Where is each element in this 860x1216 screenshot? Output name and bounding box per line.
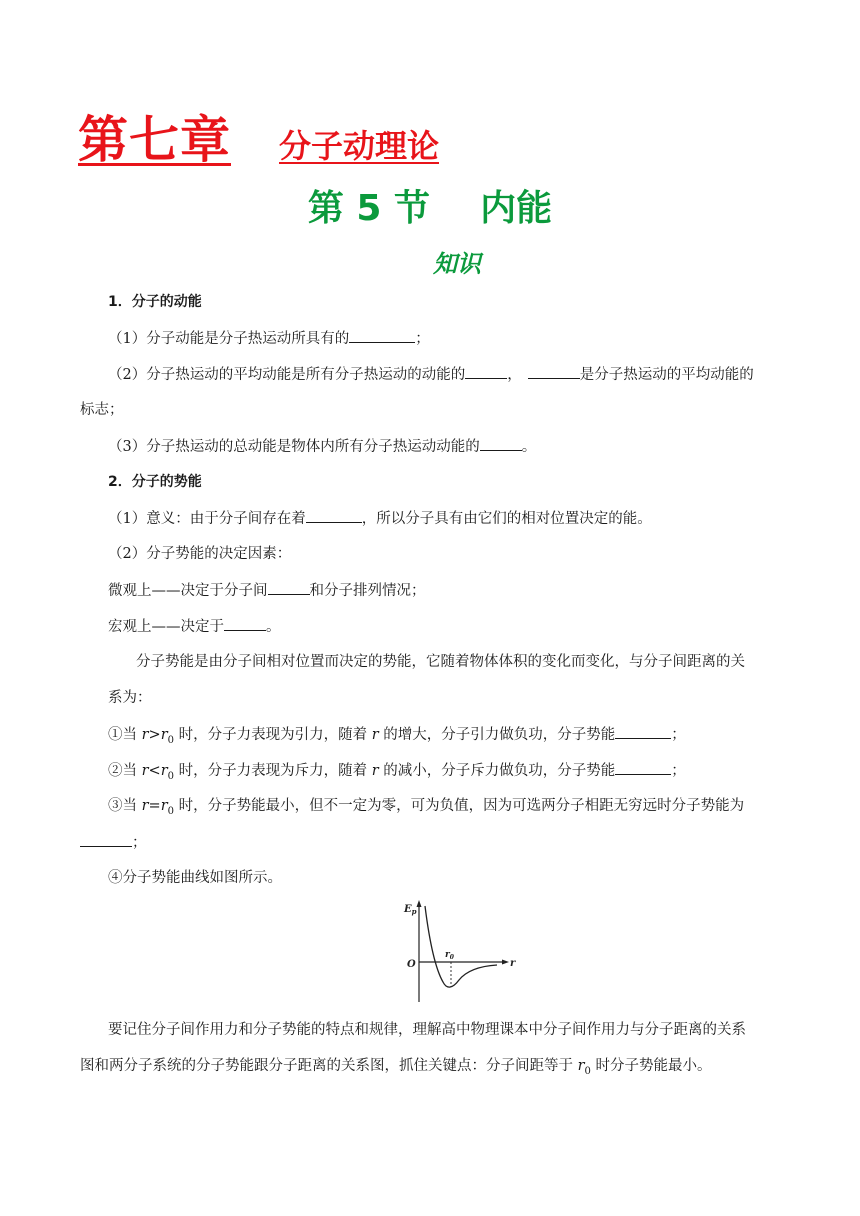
text: ， <box>507 367 522 383</box>
text: （3）分子热运动的总动能是物体内所有分子热运动动能的 <box>108 439 480 455</box>
paragraph-potential-1 <box>108 508 652 529</box>
var-r0: r <box>577 1058 585 1074</box>
ep-curve <box>425 906 497 987</box>
text: 宏观上——决定于 <box>108 619 224 635</box>
text: ； <box>671 727 686 743</box>
paragraph-potential-2: （2）分子势能的决定因素： <box>108 546 292 562</box>
var-r: r <box>141 727 149 743</box>
subscript: 0 <box>584 1065 591 1077</box>
fill-blank <box>268 580 310 595</box>
paragraph-summary-cont <box>80 1056 712 1082</box>
text: 和分子排列情况； <box>309 583 426 599</box>
text: 图和两分子系统的分子势能跟分子距离的关系图，抓住关键点：分子间距等于 <box>80 1058 578 1074</box>
var-r0: r <box>160 798 168 814</box>
text: （1）分子动能是分子热运动所具有的 <box>108 331 350 347</box>
fill-blank <box>306 508 362 523</box>
case-curve: ④分子势能曲线如图所示。 <box>108 870 282 886</box>
x-axis-arrow-icon <box>502 960 509 965</box>
operator: = <box>148 798 161 814</box>
text: ； <box>132 835 147 851</box>
chapter-name: 分子动理论 <box>279 127 440 165</box>
text: 是分子热运动的平均动能的 <box>579 367 754 383</box>
x-axis-label: r <box>510 958 516 969</box>
paragraph-kinetic-3 <box>108 436 536 457</box>
text: ，所以分子具有由它们的相对位置决定的能。 <box>361 511 652 527</box>
paragraph-summary: 要记住分子间作用力和分子势能的特点和规律，理解高中物理课本中分子间作用力与分子距离的关系 <box>108 1022 746 1038</box>
text: 微观上——决定于分子间 <box>108 583 268 599</box>
text: ③当 <box>108 798 142 814</box>
var-r: r <box>371 727 379 743</box>
subscript: 0 <box>167 734 175 746</box>
operator: < <box>148 763 161 779</box>
r0-label: $r_0$ <box>445 950 454 961</box>
potential-energy-curve-figure <box>395 898 517 1004</box>
y-axis-arrow-icon <box>417 900 422 907</box>
text: 时，分子势能最小，但不一定为零，可为负值，因为可选两分子相距无穷远时分子势能为 <box>174 798 745 814</box>
text: 。 <box>521 439 537 455</box>
heading-potential-energy: 2．分子的势能 <box>108 474 202 490</box>
subtitle-knowledge: 知识 <box>433 249 481 278</box>
fill-blank <box>465 364 507 379</box>
var-r0: r <box>160 763 168 779</box>
var-r: r <box>371 763 379 779</box>
origin-label: O <box>407 959 416 970</box>
text: （2）分子热运动的平均动能是所有分子热运动的动能的 <box>108 367 466 383</box>
var-r: r <box>141 798 149 814</box>
paragraph-kinetic-1 <box>108 328 430 349</box>
paragraph-kinetic-2 <box>108 364 754 385</box>
paragraph-relation: 分子势能是由分子间相对位置而决定的势能，它随着物体体积的变化而变化，与分子间距离的关 <box>136 654 745 670</box>
subscript: 0 <box>167 770 175 782</box>
section-title: 第 5 节 内能 <box>307 188 553 229</box>
text: 时分子势能最小。 <box>590 1058 712 1074</box>
text: ； <box>671 763 686 779</box>
chapter-heading <box>78 100 439 170</box>
fill-blank <box>480 436 522 451</box>
text: 的减小，分子斥力做负功，分子势能 <box>378 763 616 779</box>
fill-blank <box>224 616 266 631</box>
fill-blank <box>615 760 671 775</box>
text: 时，分子力表现为斥力，随着 <box>174 763 372 779</box>
text: ①当 <box>108 727 142 743</box>
fill-blank <box>528 364 580 379</box>
fill-blank <box>80 832 132 847</box>
operator: > <box>148 727 161 743</box>
paragraph-relation-cont: 系为： <box>108 690 152 706</box>
paragraph-micro <box>108 580 426 601</box>
text: 。 <box>266 619 281 635</box>
case-attraction <box>108 724 686 751</box>
case-equilibrium <box>108 796 744 822</box>
chapter-number: 第七章 <box>78 111 231 169</box>
subscript: 0 <box>167 805 175 817</box>
fill-blank <box>349 328 415 343</box>
text: 的增大，分子引力做负功，分子势能 <box>378 727 616 743</box>
text: ②当 <box>108 763 142 779</box>
paragraph-macro <box>108 616 281 637</box>
heading-kinetic-energy: 1．分子的动能 <box>108 294 202 310</box>
var-r0: r <box>160 727 168 743</box>
fill-blank <box>615 724 671 739</box>
paragraph-kinetic-2-cont: 标志； <box>80 402 124 418</box>
text: 时，分子力表现为引力，随着 <box>174 727 372 743</box>
var-r: r <box>141 763 149 779</box>
text: （1）意义：由于分子间存在着 <box>108 511 306 527</box>
y-axis-label: $E_p$ <box>404 904 417 916</box>
case-repulsion <box>108 760 686 787</box>
case-equilibrium-cont <box>80 832 147 853</box>
text: ； <box>415 331 430 347</box>
